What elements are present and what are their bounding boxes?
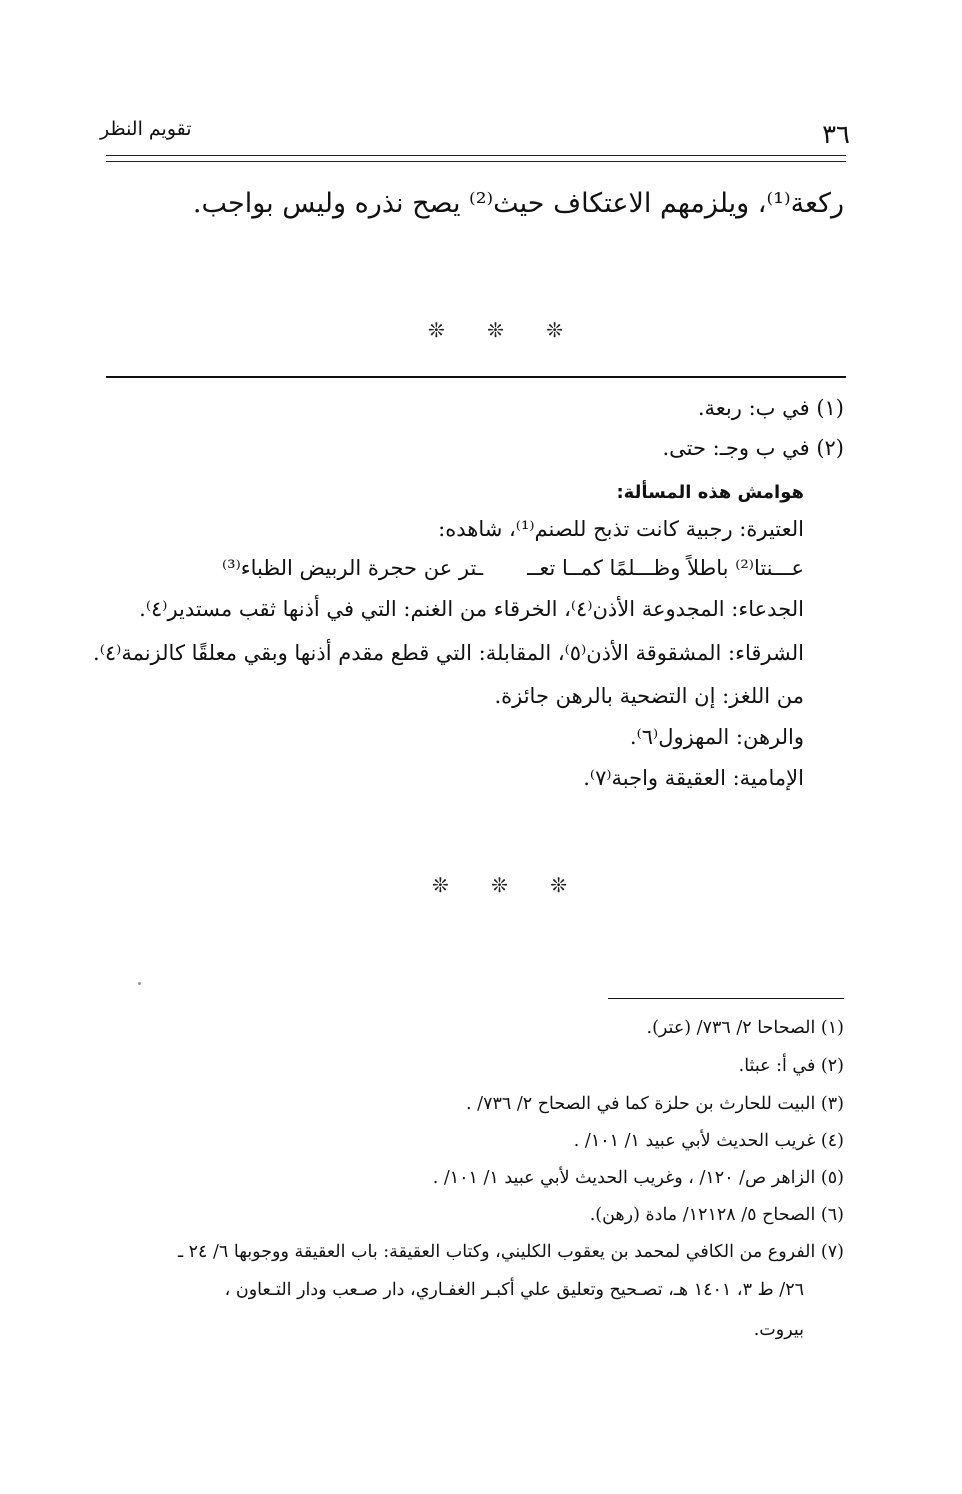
footnote-item: (٦) الصحاح ٥/ ١٢١٢٨/ مادة (رهن). [589, 1205, 844, 1225]
footnote-item: (٥) الزاهر ص/ ١٢٠/ ، وغريب الحديث لأبي عبيد ١/ ١٠١/ . [432, 1168, 844, 1188]
footnote-section-rule [106, 376, 846, 378]
footnote-item: (٧) الفروع من الكافي لمحمد بن يعقوب الكليني، وكتاب العقيقة: باب العقيقة ووجوبها ٦/ ٢٤ ـ [177, 1242, 844, 1262]
margin-note-line: من اللغز: إن التضحية بالرهن جائزة. [494, 684, 804, 708]
header-rule-top [106, 155, 846, 156]
margin-note-line: الشرقاء: المشقوقة الأذن⁽٥⁾، المقابلة: التي قطع مقدم أذنها وبقي معلقًا كالزنمة⁽٤⁾. [93, 641, 804, 665]
footnote-item: (١) في ب: ربعة. [697, 396, 844, 420]
footnote-item: (١) الصحاحا ٢/ ٧٣٦/ (عتر). [646, 1018, 844, 1038]
speck [138, 982, 141, 985]
section-separator-stars: ❊ ❊ ❊ [428, 318, 581, 342]
running-header-title: تقويم النظر [100, 118, 192, 140]
margin-note-line: العتيرة: رجبية كانت تذبح للصنم⁽¹⁾، شاهده: [438, 517, 804, 541]
poem-second-hemistich: ـتر عن حجرة الربيض الظباء⁽³⁾ [222, 556, 483, 580]
footnote-item: (٢) في أ: عبثا. [738, 1056, 844, 1076]
footnote-rule [608, 998, 844, 999]
body-text-line: ركعة⁽¹⁾، ويلزمهم الاعتكاف حيث⁽²⁾ يصح نذره وليس بواجب. [192, 188, 844, 219]
section-separator-stars: ❊ ❊ ❊ [432, 873, 585, 897]
margins-heading: هوامش هذه المسألة: [616, 482, 804, 503]
footnote-item: (٣) البيت للحارث بن حلزة كما في الصحاح ٢/ ٧٣٦/ . [466, 1094, 844, 1114]
footnote-item: (٢) في ب وجـ: حتى. [662, 436, 844, 460]
page-number: ٣٦ [822, 120, 850, 150]
footnote-continuation: بيروت. [753, 1320, 804, 1340]
poem-first-hemistich: عـــنتا⁽²⁾ باطلاً وظـــلمًا كمــا تعــ [527, 556, 804, 580]
footnote-item: (٤) غريب الحديث لأبي عبيد ١/ ١٠١/ . [573, 1131, 844, 1151]
header-rule-bottom [106, 161, 846, 162]
footnote-continuation: ٢٦/ ط ٣، ١٤٠١ هـ، تصـحيح وتعليق علي أكبـر الغفـاري، دار صـعب ودار التـعاون ، [224, 1280, 804, 1300]
margin-note-line: والرهن: المهزول⁽٦⁾. [629, 725, 804, 749]
margin-note-line: الجدعاء: المجدوعة الأذن⁽٤⁾، الخرقاء من الغنم: التي في أذنها ثقب مستدير⁽٤⁾. [139, 597, 804, 621]
margin-note-line: الإمامية: العقيقة واجبة⁽٧⁾. [583, 766, 804, 790]
